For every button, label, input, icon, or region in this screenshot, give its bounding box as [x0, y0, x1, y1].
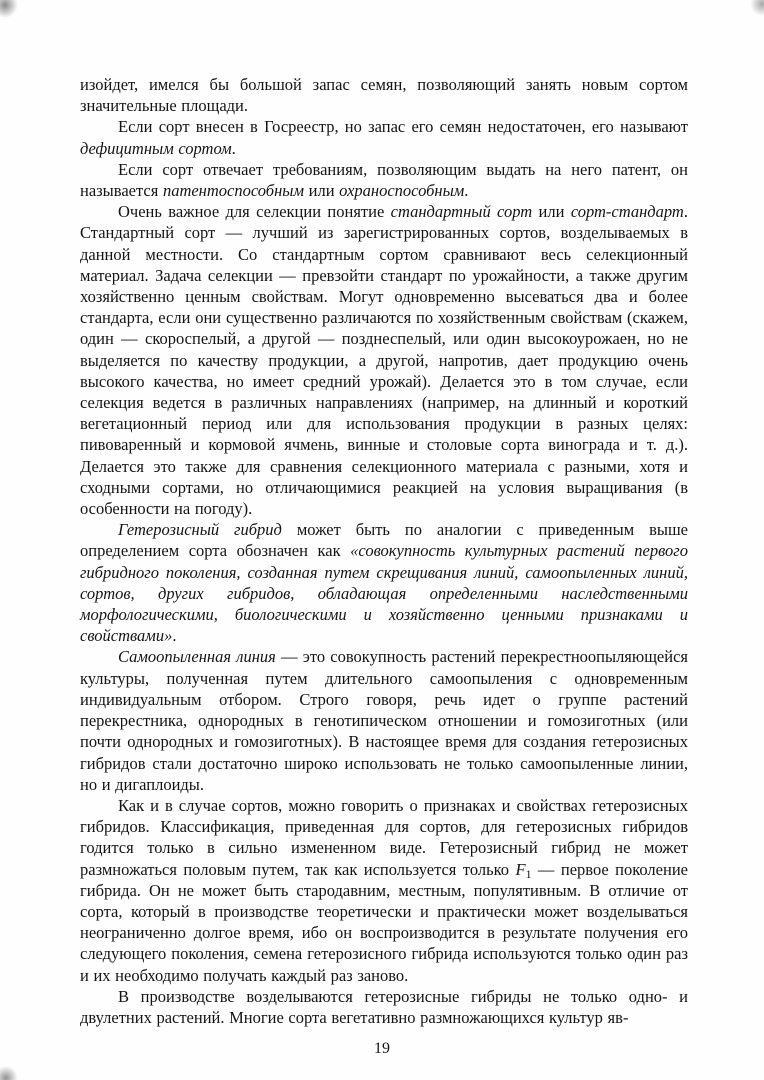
italic-run: патентоспособным [162, 181, 304, 201]
text-run: . [464, 181, 469, 201]
text-run: . [172, 626, 177, 646]
paragraph [80, 159, 688, 201]
paragraph [80, 986, 688, 1028]
text-run: В производстве возделываются гетерозисные гибриды не только одно- и двулетних растений. Многие сорта вегетативно размножающихся культур яв- [80, 986, 688, 1027]
text-run: . Стандартный сорт — лучший из зарегистрированных сортов, возделываемых в данной местности. Со стандартным сортом сравнивают весь селекционный материал. Задача селекции — превзойти стандарт по урожайности, а также другим хозяйственно ценным свойствам. Могут одновременно высеваться два и более стандарта, если они существенно различаются по хозяйственным свойствам (скажем, один — скороспелый, а другой — позднеспелый, или один высокоурожаен, но не выделяется по качеству продукции, а другой, напротив, дает продукцию очень высокого качества, но имеет средний урожай). Делается это в том случае, если селекция ведется в различных направлениях (например, на длинный и короткий вегетационный период или для использования продукции в разных целях: пивоваренный и кормовой ячмень, винные и столовые сорта винограда и т. д.). Делается это также для сравнения селекционного материала с разными, хотя и сходными сортами, но отличающимися реакцией на условия выращивания (в особенности на погоду). [80, 202, 688, 519]
paragraph [80, 519, 688, 646]
italic-run: охраноспособным [339, 181, 465, 201]
italic-run: дефицитным сортом [80, 138, 232, 158]
text-run: или [304, 181, 340, 201]
paragraph [80, 795, 688, 986]
italic-run: F [515, 859, 526, 879]
text-run: Если сорт внесен в Госреестр, но запас его семян недостаточен, его называют [118, 117, 688, 137]
paragraph [80, 646, 688, 794]
text-run: изойдет, имелся бы большой запас семян, позволяющий занять новым сортом значительные площади. [80, 75, 688, 116]
text-run: Как и в случае сортов, можно говорить о признаках и свойствах гетерозисных гибридов. Классификация, приведенная для сортов, для гетерозисных гибридов годится только в сильно измененном виде. Гетерозисный гибрид не может размножаться половым путем, так как используется только [80, 795, 688, 879]
italic-run: «совокупность культурных растений первого гибридного поколения, созданная путем скрещивания линий, самоопыленных линий, сортов, других гибридов, обладающая определенными наследственными морфологическими, биологическими и хозяйственно ценными признаками и свойствами» [80, 541, 688, 646]
paragraph [80, 74, 688, 116]
paragraph [80, 116, 688, 158]
italic-run: Самоопыленная линия [118, 647, 276, 667]
text-run: может быть по аналогии с приведенным выше определением сорта обозначен как [80, 520, 688, 561]
text-run: или [532, 202, 571, 222]
text-run: Если сорт отвечает требованиям, позволяющим выдать на него патент, он называется [80, 159, 688, 201]
text-run: . [231, 138, 236, 158]
italic-run: сорт-стандарт [570, 202, 684, 222]
subscript-run: 1 [525, 866, 532, 881]
paragraph [80, 201, 688, 519]
italic-run: Гетерозисный гибрид [118, 520, 282, 540]
italic-run: стандартный сорт [390, 202, 533, 222]
text-run: Очень важное для селекции понятие [118, 202, 391, 222]
text-run: — первое поколение гибрида. Он не может быть стародавним, местным, популятивным. В отличие от сорта, который в производстве теоретически и практически может возделываться неограниченно долгое время, ибо он воспроизводится в результате получения его следующего поколения, семена гетерозисного гибрида используются только один раз и их необходимо получать каждый раз заново. [80, 859, 688, 985]
page-number: 19 [374, 1040, 390, 1057]
scan-artifact [750, 0, 764, 16]
text-block [80, 74, 688, 1028]
scan-artifact [0, 0, 18, 18]
text-run: — это совокупность растений перекрестноопыляющейся культуры, полученная путем длительного самоопыления с одновременным индивидуальным отбором. Строго говоря, речь идет о группе растений перекрестника, однородных в генотипическом отношении и гомозиготных (или почти однородных и гомозиготных). В настоящее время для создания гетерозисных гибридов стали достаточно широко использовать не только самоопыленные линии, но и дигаплоиды. [80, 647, 688, 794]
scan-artifact [0, 1066, 18, 1080]
